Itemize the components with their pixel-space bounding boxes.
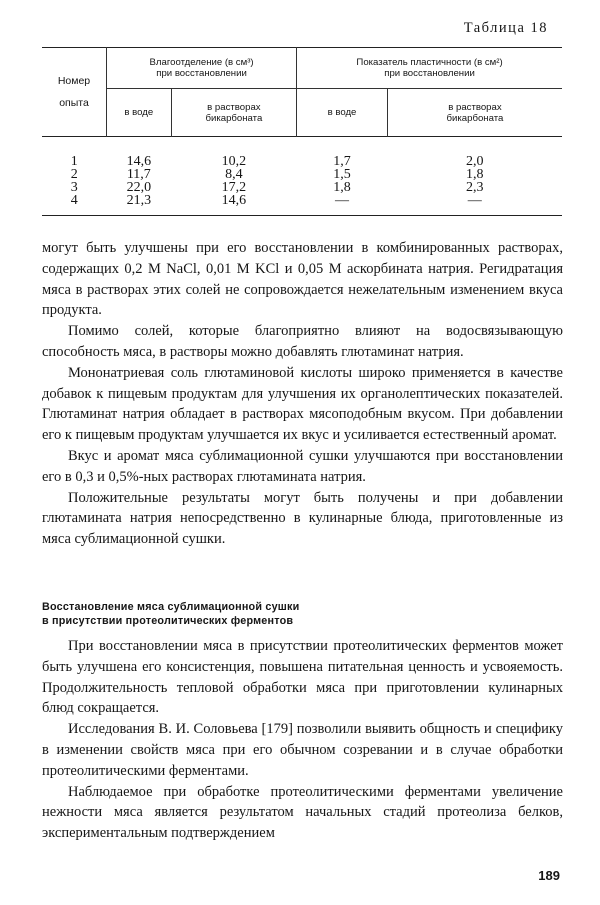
paragraph: Исследования В. И. Соловьева [179] позволили выявить общность и специфику в изменении свойств мяса при его обычном созревании и в случае обработки протеолитическими ферментами. xyxy=(42,721,563,779)
header-group-moisture: Влагоотделение (в см³) при восстановлении xyxy=(107,48,297,89)
header-water-2: в воде xyxy=(297,89,388,137)
cell-num: 1 xyxy=(70,154,78,169)
cell-num: 4 xyxy=(42,194,107,216)
header-water-1: в воде xyxy=(107,89,172,137)
paragraph: Вкус и аромат мяса сублимационной сушки улучшаются при восстановлении его в 0,3 и 0,5%-ных растворах глютамината натрия. xyxy=(42,447,563,485)
cell-moisture-water: 22,0 xyxy=(126,180,152,195)
paragraph: Мононатриевая соль глютаминовой кислоты широко применяется в качестве добавок к пищевым продуктам для улучшения их органолептических показателей. Глютаминат натрия обладает в растворах мясоподобным вкусом. При добавлении его к пищевым продуктам улучшается их вкус и усиливается естественный аромат. xyxy=(42,364,563,444)
header-number: Номер опыта xyxy=(42,48,107,137)
cell-plasticity-bicarb: — xyxy=(387,194,562,216)
table-caption: Таблица 18 xyxy=(463,20,548,36)
paragraph: Наблюдаемое при обработке протеолитическими ферментами увеличение нежности мяса является результатом начальных стадий протеолиза белков, экспериментальным подтверждением xyxy=(42,783,563,842)
header-bicarb-1: в растворах бикарбоната xyxy=(171,89,296,137)
cell-moisture-bicarb: 14,6 xyxy=(171,194,296,216)
table-row xyxy=(42,137,562,169)
cell-moisture-water: 21,3 xyxy=(107,194,172,216)
body-text-block-2 xyxy=(42,636,563,844)
header-bicarb-2: в растворах бикарбоната xyxy=(446,101,504,124)
table-row xyxy=(42,168,562,181)
table-row xyxy=(42,181,562,194)
cell-num: 2 xyxy=(70,167,78,182)
cell-plasticity-water: 1,8 xyxy=(333,180,351,195)
cell-moisture-bicarb: 10,2 xyxy=(221,154,247,169)
cell-plasticity-water: 1,7 xyxy=(333,154,351,169)
cell-plasticity-bicarb: 2,0 xyxy=(465,154,484,169)
section-heading: Восстановление мяса сублимационной сушки в присутствии протеолитических ферментов xyxy=(42,601,300,627)
table-row xyxy=(42,194,562,216)
cell-moisture-water: 14,6 xyxy=(126,154,152,169)
cell-plasticity-bicarb: 1,8 xyxy=(465,167,484,182)
paragraph: Положительные результаты могут быть получены и при добавлении глютамината натрия непосредственно в кулинарные блюда, приготовленные из мяса сублимационной сушки. xyxy=(42,489,563,548)
paragraph: могут быть улучшены при его восстановлении в комбинированных растворах, содержащих 0,2 М NaCl, 0,01 М KCl и 0,05 М аскорбината натрия. Регидратация мяса в растворах этих солей не сопровождается нежелательным изменением вкуса продукта. xyxy=(42,240,563,319)
cell-num: 3 xyxy=(70,180,78,195)
cell-moisture-water: 11,7 xyxy=(126,167,151,182)
cell-plasticity-water: 1,5 xyxy=(333,167,351,182)
cell-moisture-bicarb: 17,2 xyxy=(221,180,247,195)
page-number: 189 xyxy=(538,868,560,883)
cell-plasticity-bicarb: 2,3 xyxy=(465,180,484,195)
header-group-plasticity: Показатель пластичности (в см²) при восстановлении xyxy=(297,48,562,89)
paragraph: Помимо солей, которые благоприятно влияют на водосвязывающую способность мяса, в растворы можно добавлять глютаминат натрия. xyxy=(42,323,563,360)
body-text-block-1 xyxy=(42,238,563,550)
paragraph: При восстановлении мяса в присутствии протеолитических ферментов может быть улучшена его консистенция, повышена питательная ценность и усвояемость. Продолжительность тепловой обработки мяса при приготовлении кулинарных блюд сокращается. xyxy=(42,638,563,717)
cell-plasticity-water: — xyxy=(297,194,388,216)
data-table xyxy=(42,47,562,216)
cell-moisture-bicarb: 8,4 xyxy=(225,167,243,182)
